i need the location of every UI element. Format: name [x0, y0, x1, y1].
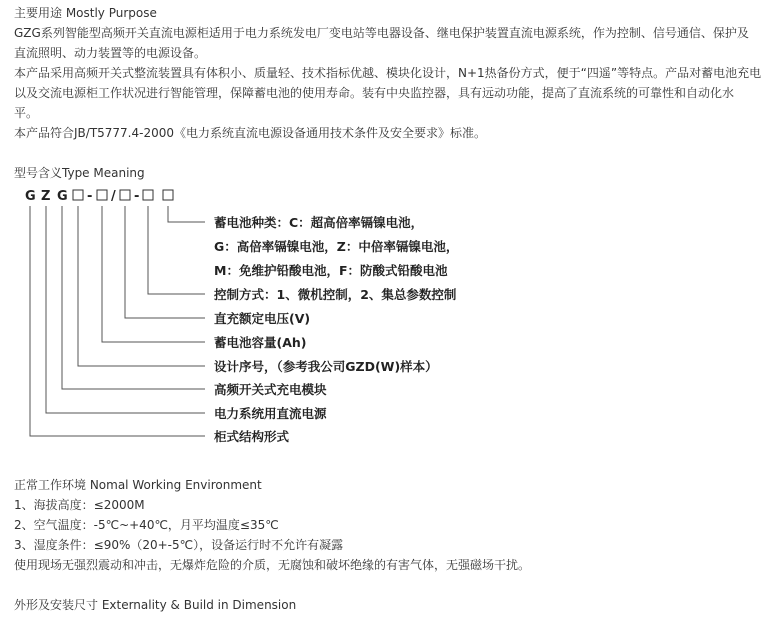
label-voltage: 直充额定电压(V): [214, 311, 311, 326]
code-letter-z: Z: [41, 189, 51, 204]
code-separator-dash: -: [134, 189, 140, 204]
code-box-voltage: [120, 190, 130, 200]
code-letter-g2: G: [57, 189, 68, 204]
label-power-dc: 电力系统用直流电源: [214, 406, 327, 421]
label-cabinet: 柜式结构形式: [214, 429, 290, 444]
label-capacity: 蓄电池容量(Ah): [214, 335, 307, 350]
label-control-mode: 控制方式：1、微机控制，2、集总参数控制: [214, 287, 457, 302]
code-separator-slash: /: [111, 189, 116, 204]
purpose-line: 以及交流电源柜工作状况进行智能管理，保障蓄电池的使用寿命。装有中央监控器，具有远动功能，提高了直流系统的可靠性和自动化水: [14, 86, 735, 100]
env-line: 使用现场无强烈震动和冲击，无爆炸危险的介质，无腐蚀和破坏绝缘的有害气体，无强磁场干扰。: [14, 558, 531, 572]
label-battery-type-3: M：免维护铅酸电池，F：防酸式铅酸电池: [214, 263, 448, 278]
label-battery-type: 蓄电池种类：C：超高倍率镉镍电池，: [214, 215, 424, 230]
label-battery-type-2: G：高倍率镉镍电池，Z：中倍率镉镍电池，: [214, 239, 459, 254]
code-box-battery: [163, 190, 173, 200]
purpose-line: 本产品采用高频开关式整流装置具有体积小、质量轻、技术指标优越、模块化设计，N+1热备份方式，便于“四遥”等特点。产品对蓄电池充电: [14, 66, 762, 80]
env-heading: 正常工作环境 Nomal Working Environment: [14, 478, 262, 492]
code-letter-g1: G: [25, 189, 36, 204]
type-code-diagram: [0, 180, 770, 450]
purpose-heading: 主要用途 Mostly Purpose: [14, 6, 157, 20]
label-charging-module: 高频开关式充电模块: [214, 382, 327, 397]
connector-lines: [30, 206, 205, 436]
label-design-serial: 设计序号，（参考我公司GZD(W)样本）: [214, 359, 438, 374]
code-box-design: [73, 190, 83, 200]
code-box-capacity: [97, 190, 107, 200]
type-heading: 型号含义Type Meaning: [14, 166, 145, 180]
env-line: 2、空气温度：-5℃~+40℃，月平均温度≤35℃: [14, 518, 279, 532]
purpose-line: GZG系列智能型高频开关直流电源柜适用于电力系统发电厂变电站等电器设备、继电保护装置直流电源系统，作为控制、信号通信、保护及: [14, 26, 749, 40]
code-separator-dash: -: [87, 189, 93, 204]
purpose-line: 直流照明、动力装置等的电源设备。: [14, 46, 207, 60]
dimension-heading: 外形及安装尺寸 Externality & Build in Dimension: [14, 598, 297, 612]
purpose-line: 平。: [14, 106, 39, 120]
env-line: 3、湿度条件：≤90%（20+-5℃），设备运行时不允许有凝露: [14, 538, 344, 552]
code-box-control: [143, 190, 153, 200]
purpose-line: 本产品符合JB/T5777.4-2000《电力系统直流电源设备通用技术条件及安全要求》标准。: [14, 126, 487, 140]
env-line: 1、海拔高度：≤2000M: [14, 498, 145, 512]
